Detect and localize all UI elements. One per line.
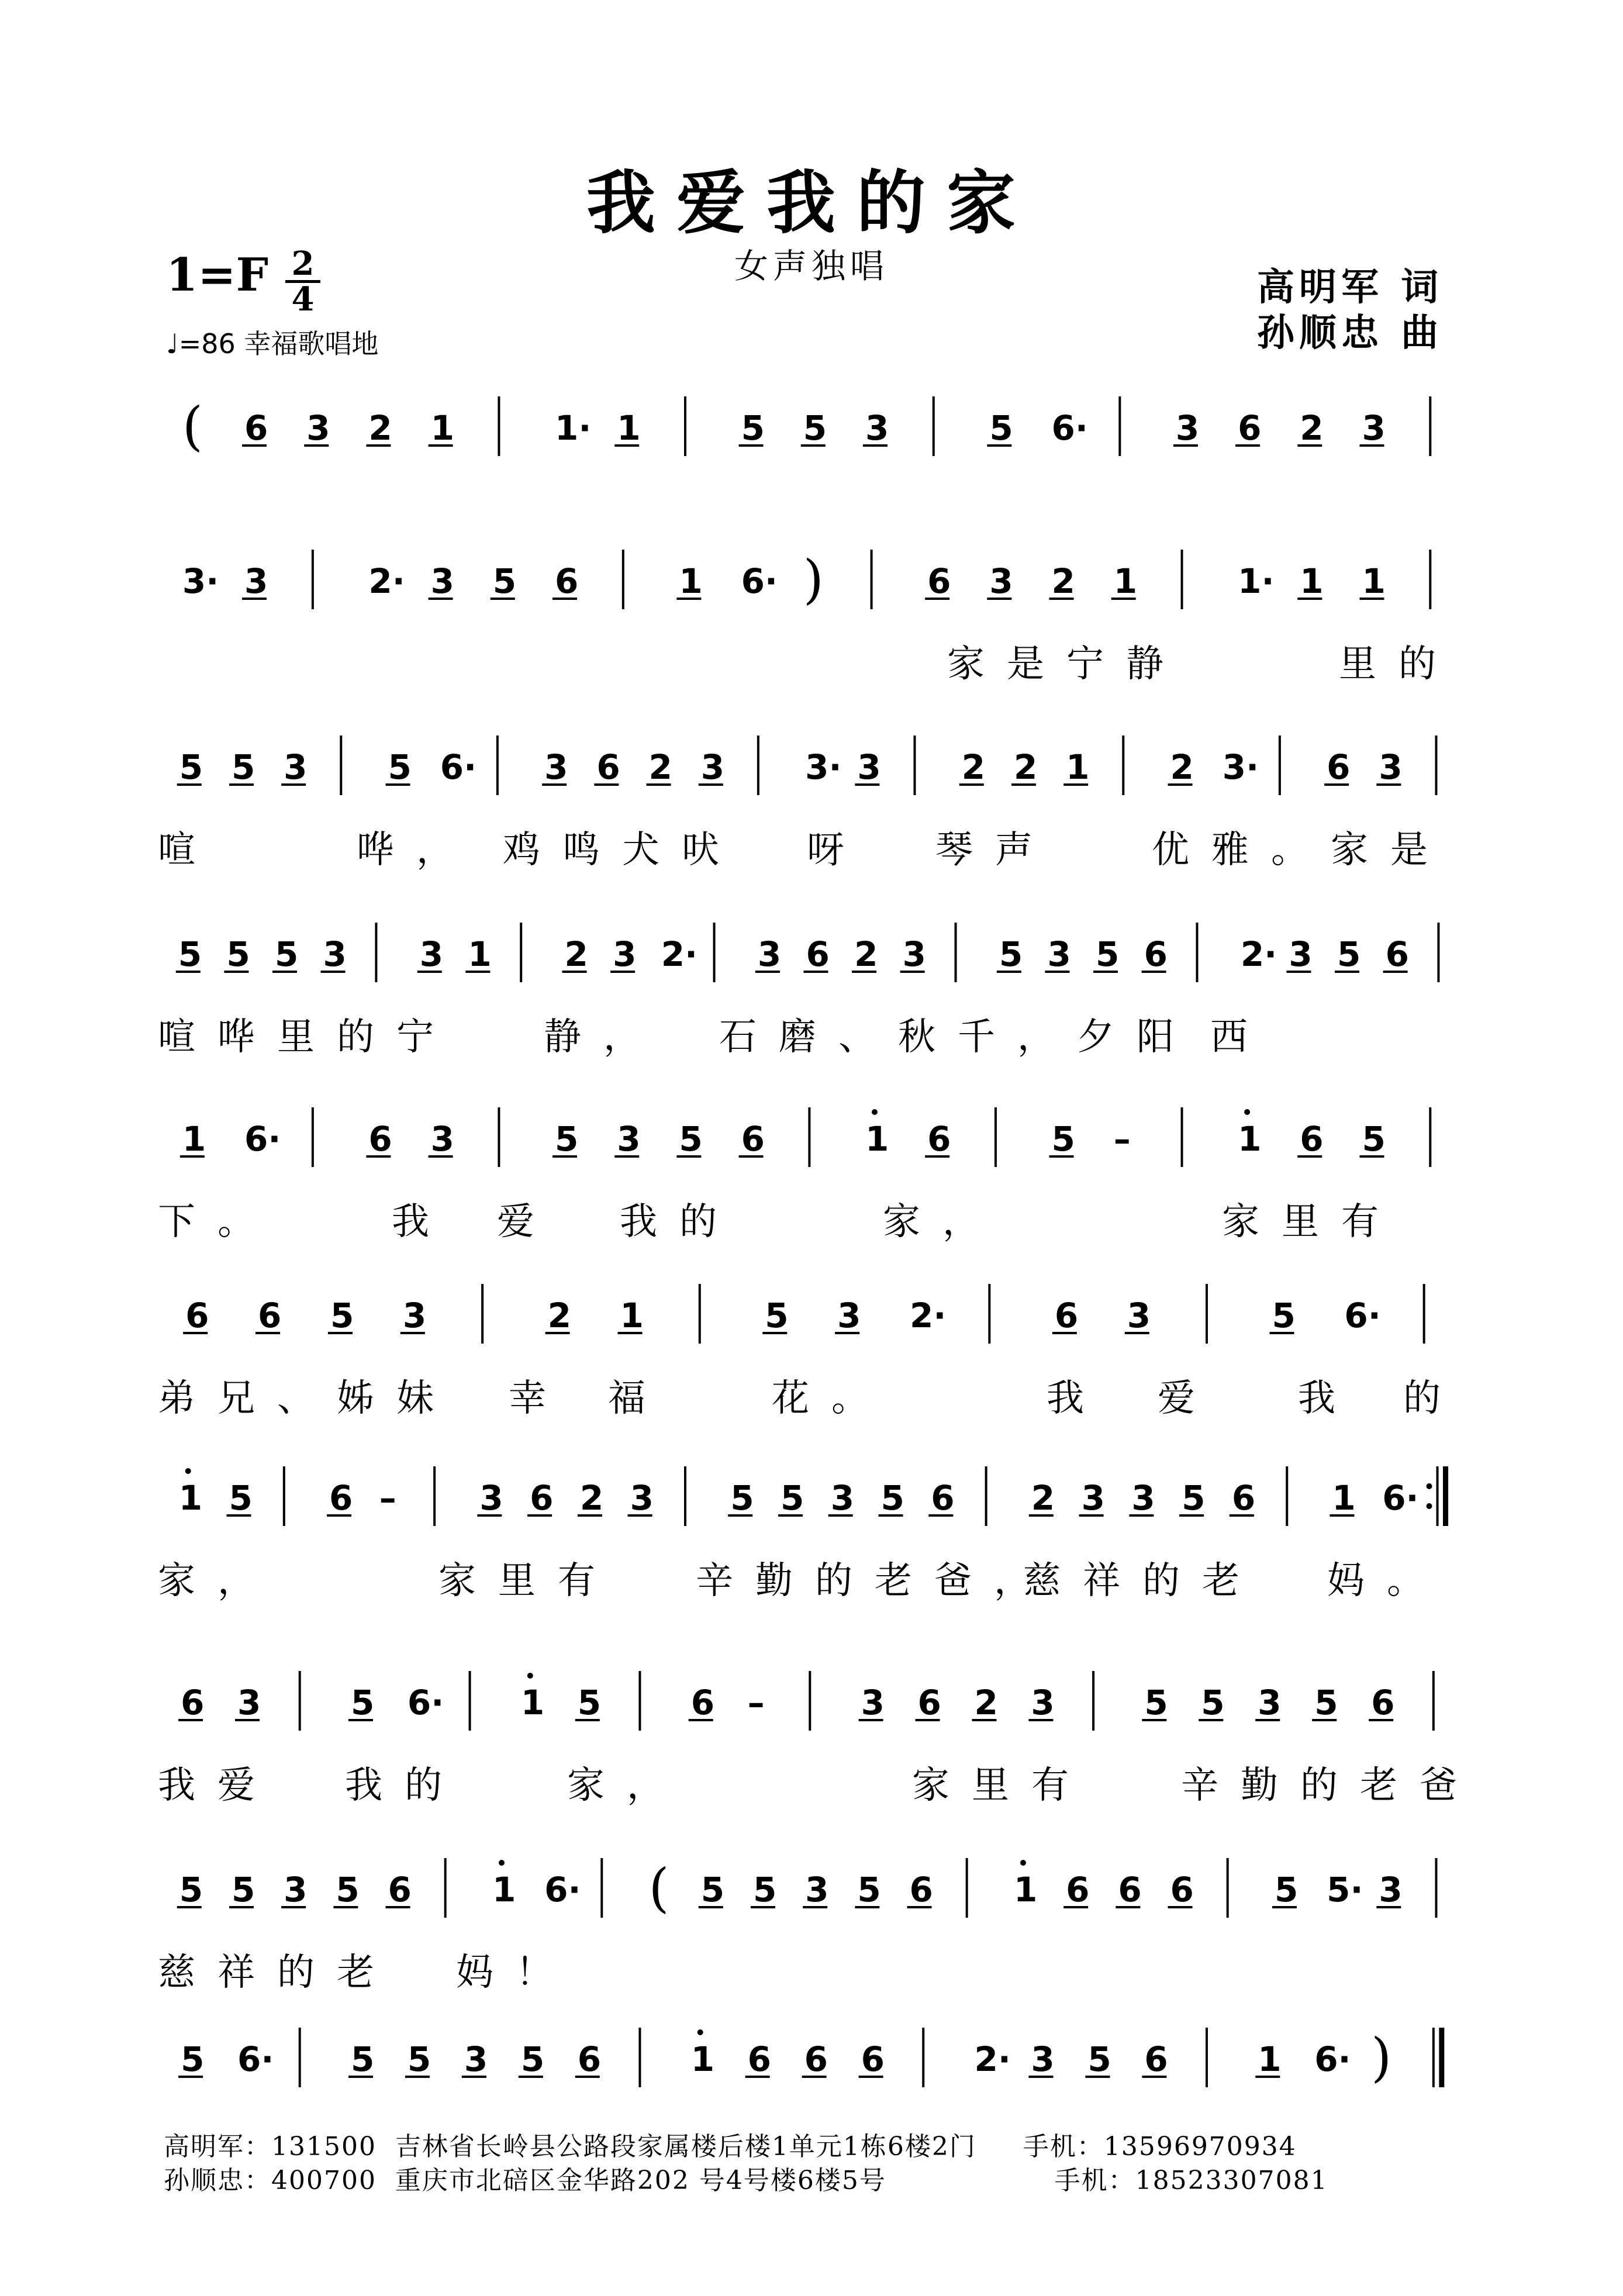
repeat-dot [1427, 1483, 1432, 1489]
note: 6· [1344, 1296, 1381, 1335]
note: 6 [1144, 2039, 1168, 2079]
song-title: 我爱我的家 [586, 162, 1037, 243]
note: 2· [661, 934, 698, 974]
note: 3 [630, 1478, 654, 1518]
note: 2 [564, 934, 588, 974]
note: 5 [741, 408, 765, 448]
note: 1 [1362, 561, 1386, 601]
note: 5 [1144, 1683, 1168, 1722]
note: 5 [1272, 1296, 1296, 1335]
lyrics-line [158, 634, 1473, 692]
note: 1 [1238, 1119, 1262, 1159]
note: 5 [350, 1683, 375, 1722]
note: 6· [440, 747, 477, 787]
note: 5 [1182, 1478, 1206, 1518]
notation-line [158, 1842, 1473, 1929]
note: 5 [1362, 1119, 1386, 1159]
note: 2 [961, 747, 986, 787]
lyric-fragment: 琴声 [935, 828, 1055, 872]
note: 5 [700, 1870, 725, 1910]
lyric-fragment: 我的 [620, 1200, 739, 1244]
note: 5 [226, 934, 250, 974]
note: 3 [479, 1478, 503, 1518]
lyric-fragment: 家， [158, 1559, 277, 1603]
lyric-fragment: 爱 [1158, 1377, 1217, 1420]
note: 6· [741, 561, 778, 601]
note: 1 [182, 1119, 206, 1159]
note: 6 [909, 1870, 933, 1910]
note: 6 [806, 934, 830, 974]
lyrics-line [158, 1551, 1473, 1609]
time-signature-top: 2 [291, 244, 315, 283]
note: 6 [927, 561, 951, 601]
lyric-fragment: 妈。 [1327, 1559, 1446, 1603]
note: 6· [407, 1683, 444, 1722]
lyrics-line [158, 1192, 1473, 1250]
note: 6 [258, 1296, 282, 1335]
repeat-dot [1427, 1503, 1432, 1509]
note: 2 [1051, 561, 1075, 601]
note: 6 [1144, 934, 1168, 974]
note: 5 [1096, 934, 1120, 974]
note: 5 [989, 408, 1013, 448]
note: 3 [430, 561, 454, 601]
note: 5 [407, 2039, 431, 2079]
note: 2 [1013, 747, 1038, 787]
note: 1 [1113, 561, 1138, 601]
composer-credit: 孙顺忠 曲 [1257, 311, 1444, 355]
note: 6 [917, 1683, 941, 1722]
note: 2· [974, 2039, 1011, 2079]
lyric-fragment: 辛勤的老爸， [696, 1559, 1054, 1603]
parenthesis: ( [182, 396, 203, 457]
tempo-marking: ♩=86 幸福歌唱地 [166, 328, 379, 360]
note: 5 [765, 1296, 789, 1335]
note: 1 [468, 934, 492, 974]
lyrics-line [158, 1007, 1473, 1065]
note: 3 [237, 1683, 261, 1722]
note: 6 [1327, 747, 1351, 787]
lyric-fragment: 家里有 [912, 1764, 1091, 1807]
note: 5 [388, 747, 412, 787]
lyric-fragment: 家里有 [1222, 1200, 1401, 1244]
lyric-fragment: 爱 [497, 1200, 557, 1244]
score-row-9 [158, 1842, 1473, 1994]
note: 5 [1274, 1870, 1299, 1910]
lyric-fragment: 家， [567, 1764, 686, 1807]
note: 3 [544, 747, 568, 787]
note: 5 [1337, 934, 1361, 974]
note: 5 [730, 1478, 754, 1518]
note: 5 [330, 1296, 354, 1335]
note: 5 [752, 1870, 777, 1910]
lyric-fragment: 喧 [158, 828, 217, 872]
note: 3 [1289, 934, 1313, 974]
lyric-fragment: 鸡鸣犬吠 [503, 828, 741, 872]
notation-line [158, 1268, 1473, 1355]
note: 6 [530, 1478, 554, 1518]
lyric-fragment: 静， [544, 1016, 663, 1059]
note: 6· [1314, 2039, 1351, 2079]
note: 2· [368, 561, 405, 601]
lyric-fragment: 喧哗里的宁 [158, 1016, 456, 1059]
note: 3 [1081, 1478, 1105, 1518]
note: 5 [231, 747, 255, 787]
note: 3· [1222, 747, 1259, 787]
note: 6 [1238, 408, 1262, 448]
note: 6 [747, 2039, 772, 2079]
lyric-fragment: 优雅。家是 [1152, 828, 1450, 872]
score-row-6 [158, 1268, 1473, 1420]
score-row-2 [158, 533, 1473, 686]
note: 5 [780, 1478, 804, 1518]
lyric-fragment: 妈！ [456, 1951, 575, 1994]
note: 5 [520, 2039, 545, 2079]
note: 6 [181, 1683, 205, 1722]
note: 3 [1175, 408, 1200, 448]
note: 5· [1327, 1870, 1363, 1910]
note: 2 [547, 1296, 571, 1335]
note: 6 [388, 1870, 412, 1910]
note: 2 [579, 1478, 604, 1518]
note: 6· [1051, 408, 1088, 448]
note: 3 [865, 408, 889, 448]
note: 6· [1382, 1478, 1419, 1518]
note: 5 [555, 1119, 579, 1159]
note: 2 [648, 747, 672, 787]
lyric-fragment: 福 [608, 1377, 668, 1420]
note: 6 [185, 1296, 209, 1335]
note: 5 [679, 1119, 703, 1159]
note: 5 [999, 934, 1023, 974]
notation-line [158, 1450, 1473, 1538]
note: 6 [1300, 1119, 1324, 1159]
note: 1 [1332, 1478, 1356, 1518]
note: 3 [464, 2039, 488, 2079]
note: 3 [1258, 1683, 1282, 1722]
note: 5 [492, 561, 517, 601]
parenthesis: ) [1371, 2027, 1392, 2088]
lyric-fragment: 我 [1047, 1377, 1106, 1420]
lyric-fragment: 家是宁静 [947, 643, 1186, 686]
lyric-fragment: 辛勤的老爸 [1181, 1764, 1479, 1807]
note: 6 [1385, 934, 1409, 974]
note: 2 [974, 1683, 998, 1722]
lyric-fragment: 哗， [357, 828, 476, 872]
lyric-fragment: 花。 [772, 1377, 891, 1420]
note: 3 [830, 1478, 855, 1518]
note: 6· [237, 2039, 274, 2079]
note: 3 [861, 1683, 885, 1722]
time-signature-bottom: 4 [291, 280, 315, 319]
note: 3 [1047, 934, 1071, 974]
note: 3 [419, 934, 444, 974]
note: 1 [1258, 2039, 1282, 2079]
octave-dot [1020, 1860, 1026, 1866]
note: 3· [182, 561, 219, 601]
note: – [747, 1683, 765, 1722]
score-row-3 [158, 719, 1473, 872]
note: 3 [1127, 1296, 1151, 1335]
note: 2 [1170, 747, 1194, 787]
score-row-8 [158, 1655, 1479, 1807]
note: 6· [544, 1870, 581, 1910]
note: 3 [284, 747, 308, 787]
note: 6 [555, 561, 579, 601]
note: 1· [555, 408, 592, 448]
lyrics-line [158, 481, 1473, 539]
note: 2 [1300, 408, 1324, 448]
note: 3 [323, 934, 347, 974]
note: 6 [741, 1119, 765, 1159]
note: 1 [617, 408, 641, 448]
octave-dot [697, 2029, 703, 2035]
lyric-fragment: 我的 [345, 1764, 464, 1807]
lyric-fragment: 石磨、秋千，夕阳 [719, 1016, 1196, 1059]
note: – [379, 1478, 396, 1518]
lyricist-credit: 高明军 词 [1257, 265, 1444, 309]
lyric-fragment: 西 [1210, 1016, 1270, 1059]
lyric-fragment: 家里有 [438, 1559, 617, 1603]
note: 6 [931, 1478, 955, 1518]
note: 5 [1201, 1683, 1225, 1722]
notation-line [158, 380, 1473, 468]
note: 6 [1054, 1296, 1079, 1335]
note: 3 [805, 1870, 829, 1910]
lyric-fragment: 里的 [1339, 643, 1458, 686]
note: 1· [1238, 561, 1275, 601]
note: 1 [492, 1870, 516, 1910]
note: 5 [231, 1870, 255, 1910]
note: 3 [1379, 1870, 1403, 1910]
note: 3 [1379, 747, 1403, 787]
notation-line [158, 1655, 1473, 1742]
note: 2· [1240, 934, 1277, 974]
footer-contact-composer: 孙顺忠：400700 重庆市北碚区金华路202 号4号楼6楼5号 手机：18523307081 [164, 2166, 1328, 2195]
note: 5 [1051, 1119, 1075, 1159]
note: 1 [178, 1478, 203, 1518]
note: 6 [329, 1478, 353, 1518]
note: 1 [520, 1683, 545, 1722]
note: 3 [837, 1296, 861, 1335]
time-signature [285, 244, 320, 319]
note: 6 [1231, 1478, 1256, 1518]
note: 1 [1300, 561, 1324, 601]
note: 3 [617, 1119, 641, 1159]
note: 3 [989, 561, 1013, 601]
note: 2· [910, 1296, 947, 1335]
note: 3· [805, 747, 842, 787]
lyric-fragment: 下。 [158, 1200, 277, 1244]
note: 5 [336, 1870, 360, 1910]
note: 6 [1170, 1870, 1194, 1910]
lyrics-line [158, 1755, 1479, 1814]
octave-dot [499, 1860, 505, 1866]
note: 5 [179, 1870, 203, 1910]
note: 1 [620, 1296, 644, 1335]
note: 1 [430, 408, 454, 448]
note: 5 [880, 1478, 904, 1518]
notation-line [158, 2011, 1473, 2099]
lyric-fragment: 呀 [807, 828, 866, 872]
note: 3 [1031, 2039, 1055, 2079]
note: 6 [596, 747, 620, 787]
parenthesis: ) [803, 549, 824, 610]
lyric-fragment: 的 [1403, 1377, 1463, 1420]
key-signature: 1=F [166, 248, 269, 302]
notation-line [158, 1091, 1473, 1179]
note: 5 [350, 2039, 375, 2079]
lyric-fragment: 慈祥的老 [1023, 1559, 1262, 1603]
note: 5 [857, 1870, 881, 1910]
lyric-fragment: 我 [392, 1200, 451, 1244]
note: 5 [178, 934, 202, 974]
note: 3 [613, 934, 637, 974]
note: 5 [1087, 2039, 1111, 2079]
octave-dot [1244, 1109, 1250, 1115]
note: 6 [927, 1119, 951, 1159]
lyric-fragment: 家， [883, 1200, 1002, 1244]
note: 6 [577, 2039, 602, 2079]
note: 3 [244, 561, 268, 601]
note: 6 [1371, 1683, 1395, 1722]
footer-contact-lyricist: 高明军：131500 吉林省长岭县公路段家属楼后楼1单元1栋6楼2门 手机：13596970934 [164, 2132, 1297, 2162]
note: 3 [402, 1296, 427, 1335]
lyric-fragment: 我 [1298, 1377, 1358, 1420]
lyric-fragment: 弟兄、姊妹 [158, 1377, 456, 1420]
notation-line [158, 906, 1473, 994]
lyric-fragment: 我爱 [158, 1764, 277, 1807]
song-subtitle: 女声独唱 [734, 246, 889, 286]
note: 6 [861, 2039, 885, 2079]
lyrics-line [158, 820, 1473, 878]
note: 6 [804, 2039, 828, 2079]
note: 5 [1314, 1683, 1338, 1722]
score-row-7 [158, 1450, 1473, 1603]
note: 2 [368, 408, 392, 448]
note: 6 [690, 1683, 715, 1722]
octave-dot [872, 1109, 878, 1115]
note: 5 [577, 1683, 602, 1722]
note: 5 [181, 2039, 205, 2079]
note: 3 [1131, 1478, 1155, 1518]
note: 6· [244, 1119, 281, 1159]
note: 5 [229, 1478, 253, 1518]
note: 3 [902, 934, 927, 974]
note: 3 [430, 1119, 454, 1159]
note: 1 [679, 561, 703, 601]
note: 1 [1013, 1870, 1038, 1910]
notation-line [158, 719, 1473, 807]
note: 5 [274, 934, 299, 974]
note: 3 [757, 934, 782, 974]
score-row-4 [158, 906, 1473, 1059]
score-row-5 [158, 1091, 1473, 1244]
note: 3 [1362, 408, 1386, 448]
note: 6 [368, 1119, 392, 1159]
note: 6 [244, 408, 268, 448]
note: 5 [803, 408, 827, 448]
note: 6 [1118, 1870, 1142, 1910]
note: 1 [690, 2039, 715, 2079]
note: 1 [865, 1119, 889, 1159]
note: 1 [1066, 747, 1090, 787]
note: 6 [1066, 1870, 1090, 1910]
note: 5 [179, 747, 203, 787]
note: 2 [854, 934, 878, 974]
note: 3 [306, 408, 330, 448]
notation-line [158, 533, 1473, 621]
note: 3 [700, 747, 725, 787]
parenthesis: ( [648, 1857, 669, 1919]
note: 2 [1031, 1478, 1055, 1518]
score-row-1 [158, 380, 1473, 520]
lyrics-line [158, 1368, 1473, 1427]
lyrics-line [158, 1942, 1473, 2001]
octave-dot [185, 1468, 191, 1474]
note: – [1113, 1119, 1131, 1159]
octave-dot [527, 1673, 533, 1679]
lyric-fragment: 幸 [509, 1377, 568, 1420]
note: 3 [284, 1870, 308, 1910]
note: 3 [857, 747, 881, 787]
note: 3 [1031, 1683, 1055, 1722]
lyric-fragment: 慈祥的老 [158, 1951, 396, 1994]
